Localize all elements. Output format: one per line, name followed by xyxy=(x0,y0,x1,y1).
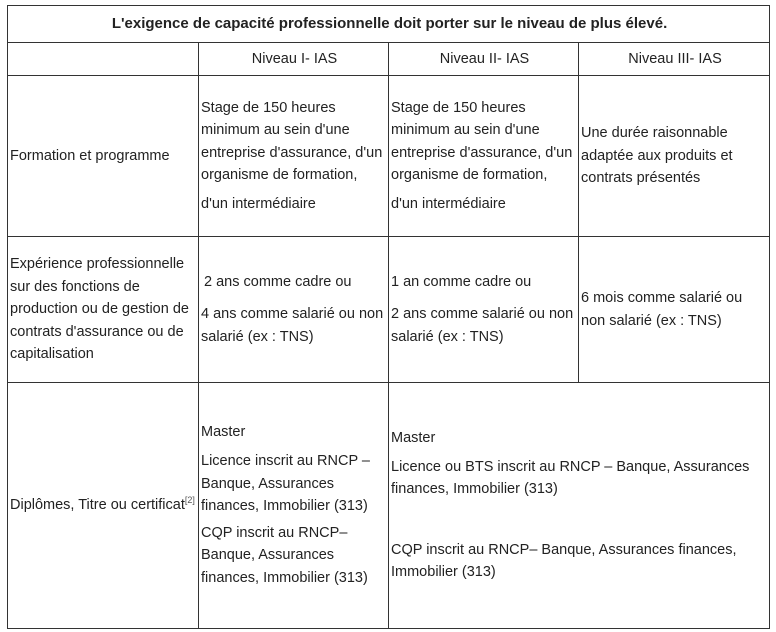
experience-label: Expérience professionnelle sur des fonctions de production ou de gestion de contrats d'assurance ou de capitalisation xyxy=(8,237,199,383)
diplome-n23-text-2: Licence ou BTS inscrit au RNCP – Banque, Assurances finances, Immobilier (313) xyxy=(391,458,750,498)
experience-niveau-3: 6 mois comme salarié ou non salarié (ex : TNS) xyxy=(579,237,770,383)
diplome-label-text: Diplômes, Titre ou certificat xyxy=(10,497,185,514)
diplome-n23-text-3: CQP inscrit au RNCP– Banque, Assurances finances, Immobilier (313) xyxy=(391,541,737,581)
row-diplome xyxy=(8,383,770,629)
table-title: L'exigence de capacité professionnelle doit porter sur le niveau de plus élevé. xyxy=(8,6,770,43)
capacity-table xyxy=(7,5,770,629)
diplome-n23-text: Master xyxy=(391,430,436,447)
formation-n1-text: Stage de 150 heures minimum au sein d'une entreprise d'assurance, d'un organisme de formation, xyxy=(201,99,383,184)
diplome-n1-text-3: CQP inscrit au RNCP– Banque, Assurances finances, Immobilier (313) xyxy=(201,524,368,586)
experience-n1-text: 2 ans comme cadre ou xyxy=(204,273,352,290)
formation-n2-text-2: d'un intermédiaire xyxy=(391,195,506,212)
experience-n1-text-2: 4 ans comme salarié ou non salarié (ex : TNS) xyxy=(201,306,384,345)
formation-n2-text: Stage de 150 heures minimum au sein d'une entreprise d'assurance, d'un organisme de formation, xyxy=(391,99,573,184)
diplome-niveau-2-3 xyxy=(389,383,770,629)
formation-niveau-2 xyxy=(389,76,579,237)
header-niveau-1: Niveau I- IAS xyxy=(199,43,389,76)
header-niveau-2: Niveau II- IAS xyxy=(389,43,579,76)
experience-n2-text: 1 an comme cadre ou xyxy=(391,273,532,290)
header-empty xyxy=(8,43,199,76)
diplome-niveau-1 xyxy=(199,383,389,629)
experience-niveau-2 xyxy=(389,237,579,383)
experience-niveau-1 xyxy=(199,237,389,383)
header-row xyxy=(8,43,770,76)
row-experience xyxy=(8,237,770,383)
diplome-label xyxy=(8,383,199,629)
experience-n2-text-2: 2 ans comme salarié ou non salarié (ex : TNS) xyxy=(391,306,574,345)
diplome-n1-text-2: Licence inscrit au RNCP – Banque, Assurances finances, Immobilier (313) xyxy=(201,453,370,515)
diplome-n1-text: Master xyxy=(201,424,246,441)
formation-niveau-1 xyxy=(199,76,389,237)
formation-n1-text-2: d'un intermédiaire xyxy=(201,195,316,212)
formation-label: Formation et programme xyxy=(8,76,199,237)
title-row xyxy=(8,6,770,43)
formation-niveau-3: Une durée raisonnable adaptée aux produits et contrats présentés xyxy=(579,76,770,237)
header-niveau-3: Niveau III- IAS xyxy=(579,43,770,76)
row-formation xyxy=(8,76,770,237)
footnote-ref[interactable]: [2] xyxy=(184,495,195,506)
